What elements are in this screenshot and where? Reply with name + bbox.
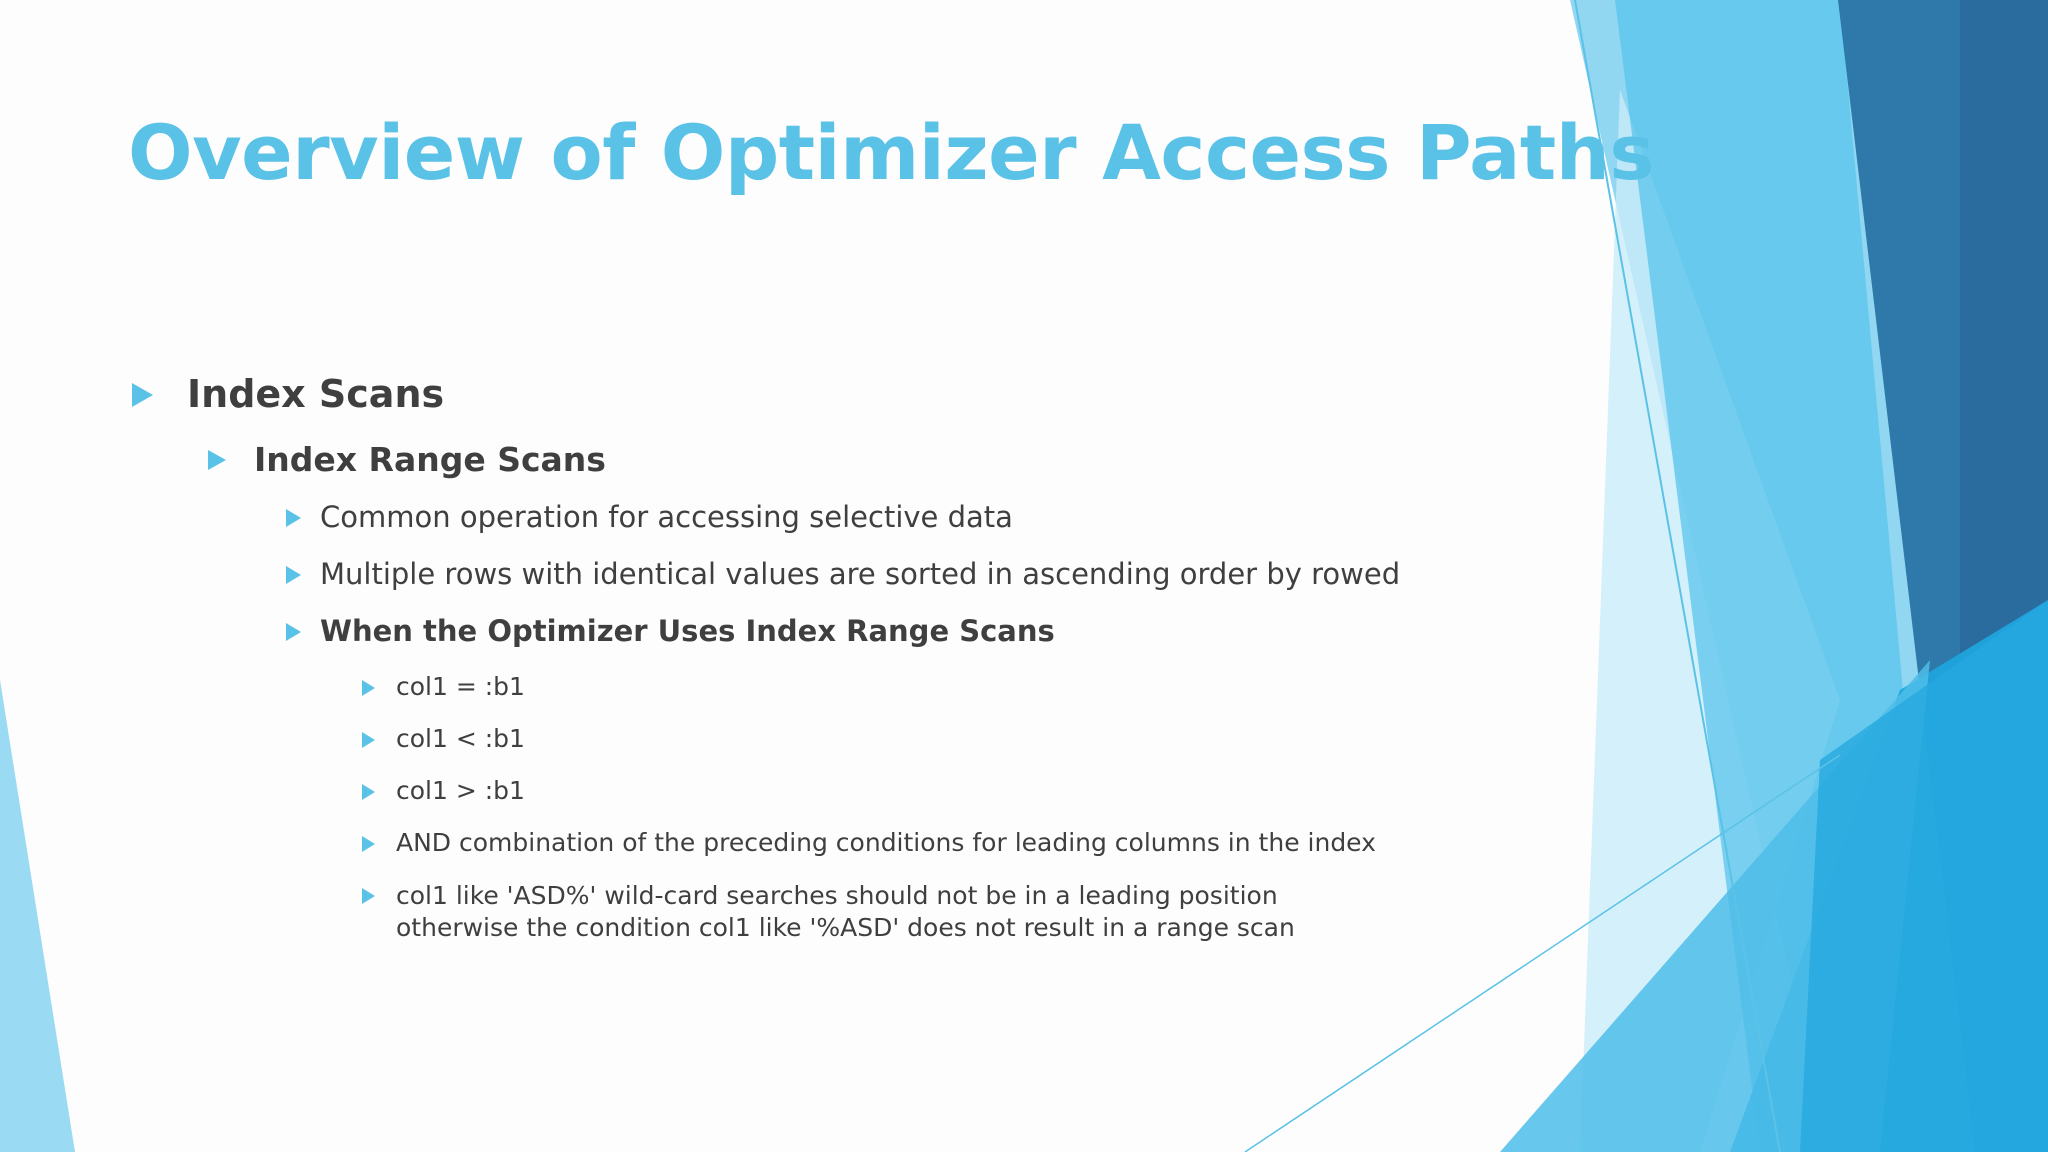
bullet-level3 <box>286 557 1400 591</box>
bullet-text-line2: otherwise the condition col1 like '%ASD' does not result in a range scan <box>396 913 1295 942</box>
bullet-level3 <box>286 500 1013 534</box>
bullet-text: col1 < :b1 <box>396 724 525 753</box>
bullet-level4 <box>362 880 1295 944</box>
bullet-arrow-icon <box>286 623 301 641</box>
bullet-text: Index Range Scans <box>254 440 606 479</box>
bullet-arrow-icon <box>362 680 375 696</box>
bullet-arrow-icon <box>286 509 301 527</box>
bullet-text: Common operation for accessing selective data <box>320 500 1013 534</box>
bullet-level2 <box>208 440 606 479</box>
bullet-level4 <box>362 672 525 701</box>
bullet-arrow-icon <box>362 836 375 852</box>
bullet-text: AND combination of the preceding conditions for leading columns in the index <box>396 828 1376 857</box>
bullet-arrow-icon <box>286 566 301 584</box>
bullet-text <box>396 880 1295 944</box>
bullet-level4 <box>362 828 1376 857</box>
bullet-text: Multiple rows with identical values are sorted in ascending order by rowed <box>320 557 1401 591</box>
bullet-text: Index Scans <box>187 372 445 416</box>
bullet-text-line1: col1 like 'ASD%' wild-card searches should not be in a leading position <box>396 881 1278 910</box>
bullet-text: col1 = :b1 <box>396 672 525 701</box>
bullet-level4 <box>362 776 525 805</box>
slide-title: Overview of Optimizer Access Paths <box>128 108 1655 197</box>
bullet-arrow-icon <box>362 784 375 800</box>
bullet-level1 <box>132 372 444 416</box>
bullet-text: col1 > :b1 <box>396 776 525 805</box>
bullet-arrow-icon <box>362 888 375 904</box>
bullet-arrow-icon <box>208 450 226 470</box>
bullet-arrow-icon <box>132 383 153 407</box>
bullet-level3 <box>286 614 1055 648</box>
bullet-text: When the Optimizer Uses Index Range Scans <box>320 614 1055 648</box>
bullet-level4 <box>362 724 525 753</box>
bullet-arrow-icon <box>362 732 375 748</box>
